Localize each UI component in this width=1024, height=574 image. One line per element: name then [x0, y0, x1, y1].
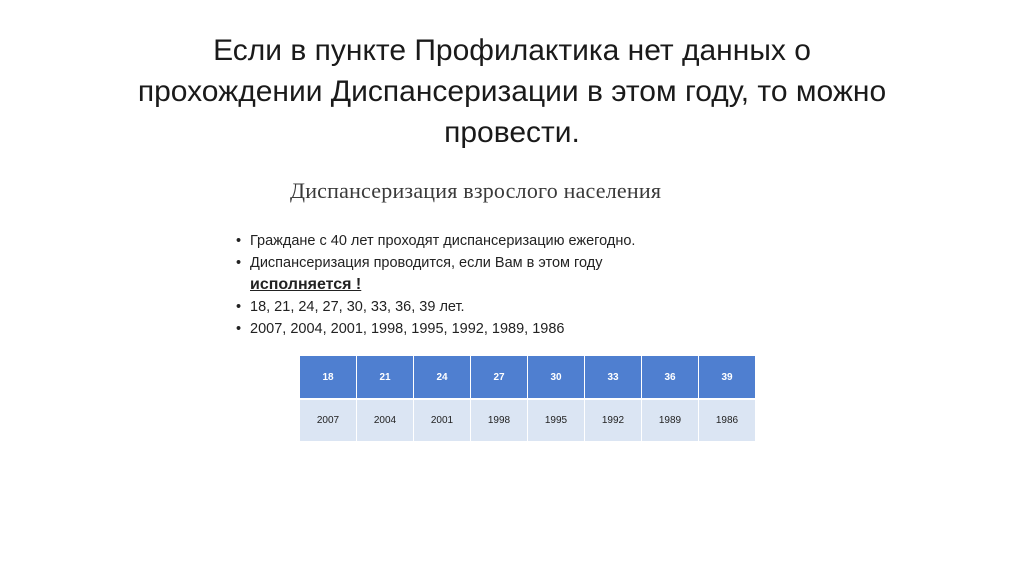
year-cell: 1998	[471, 399, 528, 441]
title-line-1: Если в пункте Профилактика нет данных о	[213, 34, 811, 67]
bullet-item: • Граждане с 40 лет проходят диспансеризацию ежегодно.	[234, 230, 635, 252]
image-heading: Диспансеризация взрослого населения	[290, 178, 662, 203]
age-cell: 36	[642, 356, 699, 399]
year-cell: 1995	[528, 399, 585, 441]
year-cell: 2001	[414, 399, 471, 441]
bullet-item: • Диспансеризация проводится, если Вам в этом году	[234, 252, 635, 274]
year-cell: 1989	[642, 399, 699, 441]
year-cell: 2007	[300, 399, 357, 441]
age-cell: 33	[585, 356, 642, 399]
table-row-ages	[300, 356, 756, 399]
age-cell: 39	[699, 356, 756, 399]
bullet-item: • 2007, 2004, 2001, 1998, 1995, 1992, 1989, 1986	[234, 318, 635, 340]
age-cell: 18	[300, 356, 357, 399]
age-cell: 24	[414, 356, 471, 399]
slide-title	[40, 30, 984, 153]
age-cell: 27	[471, 356, 528, 399]
bullet-item-emphasis	[234, 274, 635, 296]
emphasis-text: исполняется !	[250, 276, 362, 293]
year-cell: 1986	[699, 399, 756, 441]
bullet-list	[234, 230, 635, 340]
title-line-2: прохождении Диспансеризации в этом году, то можно	[137, 75, 887, 108]
age-cell: 21	[357, 356, 414, 399]
year-cell: 2004	[357, 399, 414, 441]
age-year-table	[300, 356, 756, 441]
bullet-item: • 18, 21, 24, 27, 30, 33, 36, 39 лет.	[234, 296, 635, 318]
year-cell: 1992	[585, 399, 642, 441]
title-line-3: провести.	[444, 116, 580, 149]
table-row-years	[300, 399, 756, 441]
age-cell: 30	[528, 356, 585, 399]
dispensary-info-image	[226, 170, 786, 460]
